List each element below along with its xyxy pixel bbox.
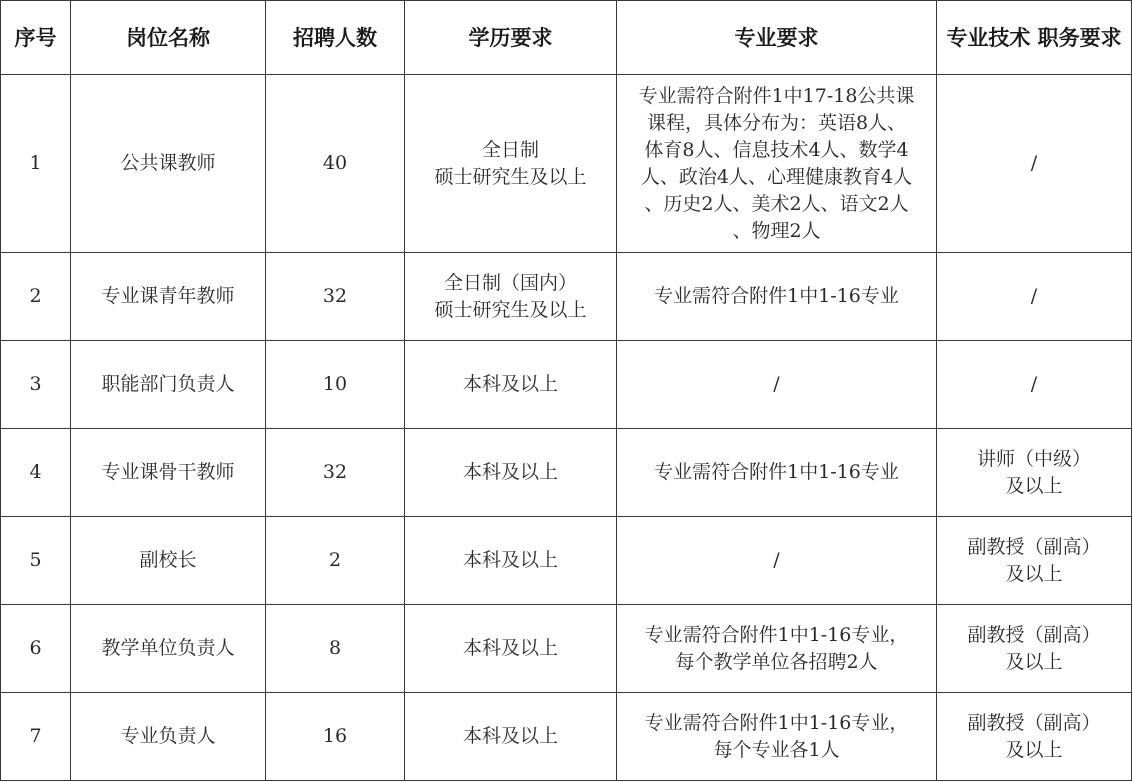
cell-major-line: 专业需符合附件1中1-16专业 (654, 285, 899, 307)
cell-major (617, 429, 937, 517)
cell-title-requirement (937, 341, 1132, 429)
cell-major-line: 每个教学单位各招聘2人 (675, 650, 878, 673)
cell-major-line: 、物理2人 (732, 219, 821, 242)
cell-education-line: 全日制（国内） (443, 271, 577, 294)
cell-position: 公共课教师 (71, 75, 266, 253)
cell-position: 副校长 (71, 517, 266, 605)
cell-title-requirement-line: 及以上 (1005, 562, 1063, 585)
cell-title-requirement-line: / (1030, 373, 1038, 395)
header-title-requirement (937, 1, 1132, 75)
cell-major-line: 人、政治4人、心理健康教育4人 (640, 165, 913, 188)
cell-seq: 4 (1, 429, 71, 517)
cell-education-line: 本科及以上 (462, 637, 558, 659)
cell-education (405, 341, 617, 429)
cell-position: 教学单位负责人 (71, 605, 266, 693)
cell-seq: 5 (1, 517, 71, 605)
cell-title-requirement (937, 693, 1132, 781)
header-title-line2: 职务要求 (1037, 25, 1122, 50)
cell-title-requirement-line: 及以上 (1005, 650, 1063, 673)
cell-count: 10 (266, 341, 405, 429)
cell-seq: 1 (1, 75, 71, 253)
cell-title-requirement-line: 副教授（副高） (967, 711, 1101, 734)
table-row (1, 341, 1132, 429)
cell-major-line: / (773, 373, 780, 395)
cell-major-line: 体育8人、信息技术4人、数学4 (644, 138, 909, 161)
cell-count: 32 (266, 253, 405, 341)
cell-title-requirement-line: / (1030, 152, 1038, 174)
cell-major-line: 专业需符合附件1中1-16专业 (654, 461, 899, 483)
cell-title-requirement (937, 605, 1132, 693)
cell-major (617, 75, 937, 253)
cell-education-line: 硕士研究生及以上 (434, 298, 587, 321)
header-education: 学历要求 (405, 1, 617, 75)
cell-seq: 3 (1, 341, 71, 429)
cell-title-requirement-line: 及以上 (1005, 738, 1063, 761)
cell-education (405, 75, 617, 253)
cell-title-requirement (937, 253, 1132, 341)
cell-major (617, 605, 937, 693)
header-seq: 序号 (1, 1, 71, 75)
cell-title-requirement (937, 75, 1132, 253)
table-row (1, 605, 1132, 693)
table-row (1, 693, 1132, 781)
table-row (1, 75, 1132, 253)
cell-education-line: 本科及以上 (462, 549, 558, 571)
cell-title-requirement-line: 副教授（副高） (967, 623, 1101, 646)
cell-position: 专业负责人 (71, 693, 266, 781)
cell-position: 专业课骨干教师 (71, 429, 266, 517)
cell-major (617, 253, 937, 341)
header-title-line1: 专业技术 (946, 25, 1031, 50)
cell-education-line: 本科及以上 (462, 373, 558, 395)
cell-title-requirement (937, 517, 1132, 605)
cell-education (405, 253, 617, 341)
cell-education-line: 本科及以上 (462, 461, 558, 483)
cell-position: 专业课青年教师 (71, 253, 266, 341)
cell-major-line: 课程，具体分布为：英语8人、 (646, 111, 907, 134)
header-count: 招聘人数 (266, 1, 405, 75)
table-row (1, 253, 1132, 341)
cell-major-line: 专业需符合附件1中1-16专业， (644, 711, 909, 734)
cell-education (405, 517, 617, 605)
header-row (1, 1, 1132, 75)
cell-count: 2 (266, 517, 405, 605)
cell-seq: 6 (1, 605, 71, 693)
cell-title-requirement-line: 副教授（副高） (967, 535, 1101, 558)
cell-seq: 2 (1, 253, 71, 341)
cell-major-line: / (773, 549, 780, 571)
cell-title-requirement-line: 讲师（中级） (976, 447, 1091, 470)
cell-seq: 7 (1, 693, 71, 781)
cell-count: 32 (266, 429, 405, 517)
cell-major-line: 专业需符合附件1中17-18公共课 (638, 84, 915, 107)
cell-count: 8 (266, 605, 405, 693)
cell-title-requirement-line: / (1030, 285, 1038, 307)
cell-major (617, 341, 937, 429)
cell-education (405, 693, 617, 781)
cell-major (617, 517, 937, 605)
cell-title-requirement (937, 429, 1132, 517)
cell-education-line: 全日制 (481, 138, 539, 161)
cell-title-requirement-line: 及以上 (1005, 474, 1063, 497)
cell-major (617, 693, 937, 781)
table-row (1, 429, 1132, 517)
header-major: 专业要求 (617, 1, 937, 75)
cell-education (405, 429, 617, 517)
cell-count: 40 (266, 75, 405, 253)
cell-education-line: 本科及以上 (462, 725, 558, 747)
cell-major-line: 专业需符合附件1中1-16专业， (644, 623, 909, 646)
cell-education (405, 605, 617, 693)
cell-count: 16 (266, 693, 405, 781)
cell-major-line: 、历史2人、美术2人、语文2人 (644, 192, 909, 215)
cell-major-line: 每个专业各1人 (713, 738, 840, 761)
header-position: 岗位名称 (71, 1, 266, 75)
cell-education-line: 硕士研究生及以上 (434, 165, 587, 188)
table-row (1, 517, 1132, 605)
cell-position: 职能部门负责人 (71, 341, 266, 429)
